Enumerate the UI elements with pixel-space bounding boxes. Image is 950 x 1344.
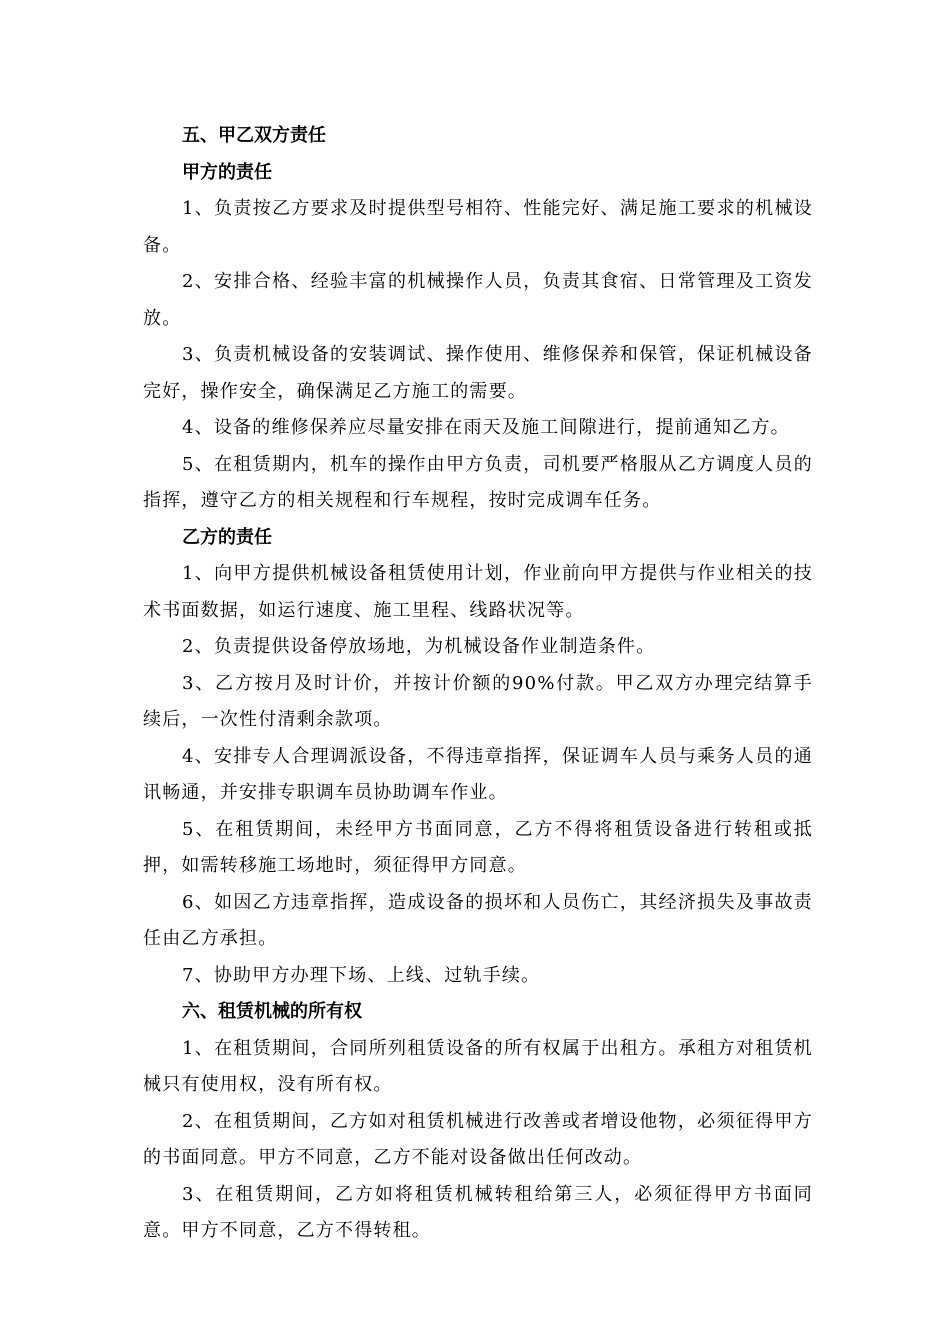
document-page: [143, 118, 813, 1250]
party-b-title: 乙方的责任: [182, 526, 272, 548]
section-6-item-1: 1、在租赁期间，合同所列租赁设备的所有权属于出租方。承租方对租赁机械只有使用权，没有所有权。: [143, 1037, 813, 1095]
party-b-item-5: 5、在租赁期间，未经甲方书面同意，乙方不得将租赁设备进行转租或抵押，如需转移施工场地时，须征得甲方同意。: [143, 818, 813, 876]
party-b-item-1: 1、向甲方提供机械设备租赁使用计划，作业前向甲方提供与作业相关的技术书面数据，如运行速度、施工里程、线路状况等。: [143, 563, 813, 621]
party-a-title: 甲方的责任: [182, 161, 272, 183]
section-6-title: 六、租赁机械的所有权: [182, 1001, 362, 1022]
party-a-item-1: 1、负责按乙方要求及时提供型号相符、性能完好、满足施工要求的机械设备。: [143, 198, 813, 256]
party-b-item-2: 2、负责提供设备停放场地，为机械设备作业制造条件。: [182, 636, 656, 657]
party-a-item-5: 5、在租赁期内，机车的操作由甲方负责，司机要严格服从乙方调度人员的指挥，遵守乙方的相关规程和行车规程，按时完成调车任务。: [143, 453, 813, 511]
party-a-item-4: 4、设备的维修保养应尽量安排在雨天及施工间隙进行，提前通知乙方。: [182, 417, 790, 438]
party-a-item-3: 3、负责机械设备的安装调试、操作使用、维修保养和保管，保证机械设备完好，操作安全，确保满足乙方施工的需要。: [143, 344, 813, 402]
party-b-item-7: 7、协助甲方办理下场、上线、过轨手续。: [182, 964, 541, 986]
party-b-item-3: 3、乙方按月及时计价，并按计价额的90%付款。甲乙双方办理完结算手续后，一次性付清剩余款项。: [143, 672, 813, 730]
party-b-item-4: 4、安排专人合理调派设备，不得违章指挥，保证调车人员与乘务人员的通讯畅通，并安排专职调车员协助调车作业。: [143, 745, 813, 803]
party-b-item-6: 6、如因乙方违章指挥，造成设备的损坏和人员伤亡，其经济损失及事故责任由乙方承担。: [143, 891, 813, 949]
section-6-item-2: 2、在租赁期间，乙方如对租赁机械进行改善或者增设他物，必须征得甲方的书面同意。甲方不同意，乙方不能对设备做出任何改动。: [143, 1110, 813, 1168]
section-5-title: 五、甲乙双方责任: [182, 125, 326, 146]
section-6-item-3: 3、在租赁期间，乙方如将租赁机械转租给第三人，必须征得甲方书面同意。甲方不同意，乙方不得转租。: [143, 1183, 813, 1241]
party-a-item-2: 2、安排合格、经验丰富的机械操作人员，负责其食宿、日常管理及工资发放。: [143, 271, 813, 329]
